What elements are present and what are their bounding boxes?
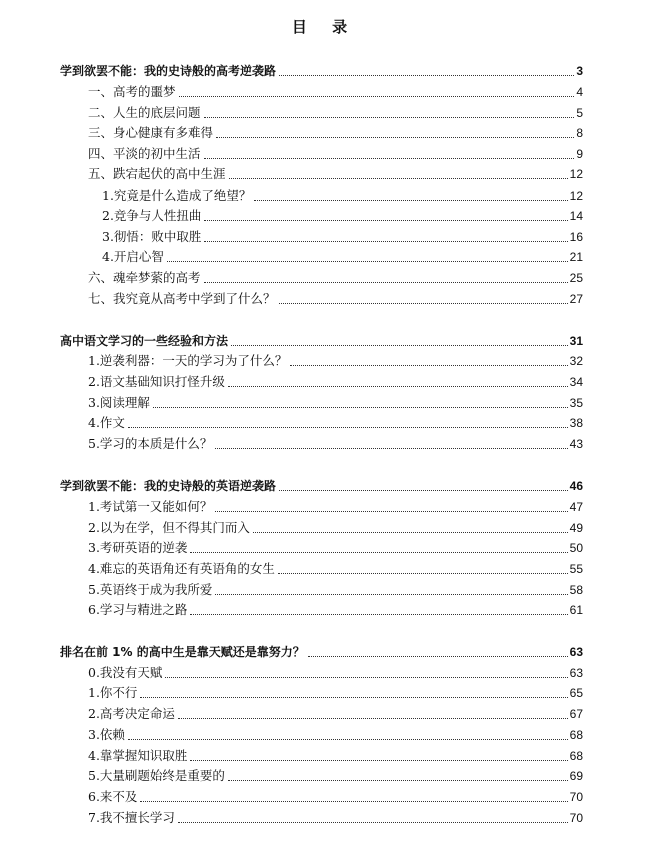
toc-entry-text: 学到欲罢不能：我的史诗般的英语逆袭路: [60, 479, 277, 493]
toc-entry[interactable]: [88, 665, 583, 681]
dot-leader: [228, 386, 568, 387]
toc-entry[interactable]: [88, 685, 583, 701]
dot-leader: [308, 656, 568, 657]
toc-entry-page: 50: [569, 541, 583, 555]
toc-entry-text: 四、平淡的初中生活: [88, 146, 201, 161]
toc-entry[interactable]: [88, 706, 583, 722]
toc-entry[interactable]: [88, 810, 583, 826]
dot-leader: [216, 137, 574, 138]
toc-entry-text: 3.考研英语的逆袭: [88, 540, 188, 555]
toc-entry-page: 31: [569, 334, 583, 348]
toc-entry-text: 七、我究竟从高考中学到了什么？: [88, 291, 276, 306]
toc-entry[interactable]: [88, 499, 583, 515]
toc-entry-page: 14: [569, 209, 583, 223]
toc-entry-page: 34: [569, 375, 583, 389]
toc-entry-text: 6.学习与精进之路: [88, 602, 188, 617]
toc-entry-page: 43: [569, 437, 583, 451]
dot-leader: [140, 801, 567, 802]
dot-leader: [204, 220, 567, 221]
toc-entry[interactable]: [88, 291, 583, 307]
toc-entry-page: 8: [576, 126, 583, 140]
toc-entry[interactable]: [88, 146, 583, 162]
toc-entry[interactable]: [88, 125, 583, 141]
toc-entry[interactable]: [60, 63, 583, 79]
toc-entry[interactable]: [88, 395, 583, 411]
toc-title: 目 录: [291, 18, 358, 36]
toc-entry-text: 学到欲罢不能：我的史诗般的高考逆袭路: [60, 64, 277, 78]
toc-entry-text: 2.以为在学，但不得其门而入: [88, 520, 250, 535]
toc-entry-text: 1.你不行: [88, 685, 138, 700]
toc-entry[interactable]: [88, 602, 583, 618]
toc-entry-page: 49: [569, 521, 583, 535]
toc-entry[interactable]: [88, 270, 583, 286]
dot-leader: [190, 614, 567, 615]
toc-entry-page: 5: [576, 106, 583, 120]
toc-entry-page: 35: [569, 396, 583, 410]
toc-entry-page: 55: [569, 562, 583, 576]
dot-leader: [204, 117, 575, 118]
toc-entry-text: 4.难忘的英语角还有英语角的女生: [88, 561, 275, 576]
toc-entry[interactable]: [88, 540, 583, 556]
toc-entry-page: 68: [569, 749, 583, 763]
toc-entry-page: 21: [569, 250, 583, 264]
toc-entry-text: 排名在前 1% 的高中生是靠天赋还是靠努力？: [60, 645, 305, 659]
toc-entry[interactable]: [102, 229, 583, 245]
toc-entry-page: 3: [576, 64, 583, 78]
toc-entry-text: 7.我不擅长学习: [88, 810, 175, 825]
dot-leader: [178, 822, 568, 823]
dot-leader: [190, 552, 567, 553]
toc-entry-text: 5.英语终于成为我所爱: [88, 582, 213, 597]
toc-entry-page: 58: [569, 583, 583, 597]
toc-entry-text: 1.考试第一又能如何？: [88, 499, 213, 514]
toc-entry[interactable]: [88, 353, 583, 369]
dot-leader: [231, 345, 568, 346]
toc-entry-page: 32: [569, 354, 583, 368]
dot-leader: [215, 594, 567, 595]
toc-entry-page: 70: [569, 811, 583, 825]
toc-entry-page: 70: [569, 790, 583, 804]
toc-entry-text: 2.竞争与人性扭曲: [102, 208, 202, 223]
toc-entry-page: 4: [576, 85, 583, 99]
toc-entry[interactable]: [88, 520, 583, 536]
toc-entry[interactable]: [102, 188, 583, 204]
dot-leader: [253, 532, 568, 533]
toc-entry-page: 68: [569, 728, 583, 742]
dot-leader: [254, 200, 567, 201]
toc-entry-text: 3.阅读理解: [88, 395, 150, 410]
toc-entry-text: 一、高考的噩梦: [88, 84, 176, 99]
toc-entry-text: 5.大量刷题始终是重要的: [88, 768, 225, 783]
toc-entry-text: 5.学习的本质是什么？: [88, 436, 213, 451]
toc-entry-text: 1.究竟是什么造成了绝望？: [102, 188, 252, 203]
toc-entry-page: 69: [569, 769, 583, 783]
dot-leader: [279, 75, 574, 76]
dot-leader: [204, 158, 575, 159]
dot-leader: [178, 718, 568, 719]
dot-leader: [167, 261, 568, 262]
dot-leader: [179, 96, 575, 97]
toc-entry-text: 2.语文基础知识打怪升级: [88, 374, 225, 389]
toc-entry[interactable]: [88, 789, 583, 805]
dot-leader: [215, 448, 567, 449]
toc-entry[interactable]: [88, 727, 583, 743]
dot-leader: [279, 303, 568, 304]
toc-entry-page: 63: [569, 645, 583, 659]
toc-entry[interactable]: [88, 561, 583, 577]
toc-entry[interactable]: [60, 644, 583, 660]
dot-leader: [278, 573, 568, 574]
dot-leader: [128, 427, 568, 428]
dot-leader: [204, 282, 568, 283]
toc-entry-text: 3.彻悟：败中取胜: [102, 229, 202, 244]
dot-leader: [279, 490, 568, 491]
toc-entry[interactable]: [88, 84, 583, 100]
toc-entry[interactable]: [102, 208, 583, 224]
toc-entry-text: 4.开启心智: [102, 249, 164, 264]
toc-entry[interactable]: [88, 748, 583, 764]
dot-leader: [165, 677, 567, 678]
toc-entry-text: 3.依赖: [88, 727, 125, 742]
toc-entry-text: 4.作文: [88, 415, 125, 430]
toc-entry-page: 65: [569, 686, 583, 700]
toc-entry-page: 12: [569, 189, 583, 203]
toc-entry-page: 9: [576, 147, 583, 161]
dot-leader: [290, 365, 567, 366]
toc-entry-page: 16: [569, 230, 583, 244]
toc-entry[interactable]: [60, 333, 583, 349]
toc-entry-page: 38: [569, 416, 583, 430]
toc-entry-page: 61: [569, 603, 583, 617]
toc-entry-text: 0.我没有天赋: [88, 665, 163, 680]
dot-leader: [153, 407, 568, 408]
toc-entry[interactable]: [102, 249, 583, 265]
toc-entry-text: 三、身心健康有多难得: [88, 125, 214, 140]
toc-entry-page: 25: [569, 271, 583, 285]
toc-entry[interactable]: [60, 478, 583, 494]
dot-leader: [204, 241, 567, 242]
toc-entry-page: 46: [569, 479, 583, 493]
toc-entry-page: 12: [569, 167, 583, 181]
toc-entry-text: 4.靠掌握知识取胜: [88, 748, 188, 763]
toc-entry[interactable]: [88, 436, 583, 452]
toc-entry[interactable]: [88, 415, 583, 431]
toc-entry[interactable]: [88, 105, 583, 121]
dot-leader: [128, 739, 568, 740]
toc-entry-page: 47: [569, 500, 583, 514]
dot-leader: [190, 760, 567, 761]
toc-entry-text: 高中语文学习的一些经验和方法: [60, 334, 229, 348]
toc-entry[interactable]: [88, 166, 583, 182]
toc-entry-page: 27: [569, 292, 583, 306]
dot-leader: [228, 780, 568, 781]
toc-entry-text: 2.高考决定命运: [88, 706, 175, 721]
toc-entry-text: 五、跌宕起伏的高中生涯: [88, 166, 226, 181]
toc-entry[interactable]: [88, 374, 583, 390]
toc-entry-page: 63: [569, 666, 583, 680]
toc-entry-text: 6.来不及: [88, 789, 138, 804]
dot-leader: [229, 178, 568, 179]
toc-entry-text: 六、魂牵梦萦的高考: [88, 270, 201, 285]
dot-leader: [215, 511, 567, 512]
toc-entry-page: 67: [569, 707, 583, 721]
toc-entry-text: 二、人生的底层问题: [88, 105, 201, 120]
toc-entry[interactable]: [88, 768, 583, 784]
toc-entry[interactable]: [88, 582, 583, 598]
dot-leader: [140, 697, 567, 698]
toc-entry-text: 1.逆袭利器：一天的学习为了什么？: [88, 353, 288, 368]
